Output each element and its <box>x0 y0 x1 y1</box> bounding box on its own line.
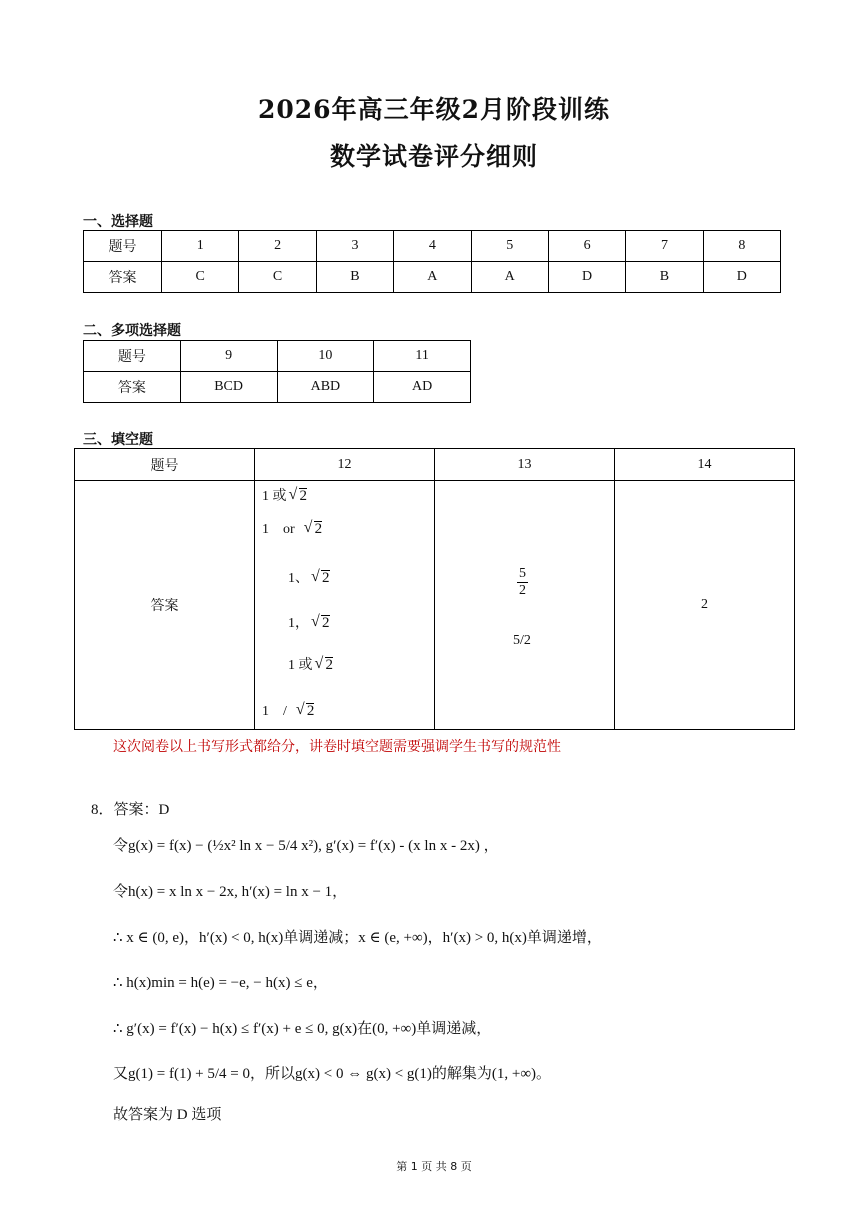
table-row <box>75 449 795 481</box>
table-cell: B <box>626 262 703 293</box>
page-footer: 第 1 页 共 8 页 <box>396 1160 472 1173</box>
solution-line-4: ∴ h(x)min = h(e) = −e, − h(x) ≤ e， <box>113 975 328 991</box>
solution-line-5: ∴ g′(x) = f′(x) − h(x) ≤ f′(x) + e ≤ 0, g(x)在(0, +∞)单调递减， <box>113 1021 492 1037</box>
table-cell: D <box>548 262 625 293</box>
table-cell: 3 <box>316 231 393 262</box>
table-cell: 答案 <box>84 372 181 403</box>
q13-inline: 5/2 <box>513 633 531 648</box>
choice-table <box>83 230 781 293</box>
q12-answer-cell <box>255 481 435 730</box>
q12-form-4: 1，√ 2 <box>288 612 330 632</box>
table-cell: ABD <box>277 372 374 403</box>
table-row <box>84 231 781 262</box>
solution-heading: 8．答案：D <box>91 802 170 818</box>
section3-heading: 三、填空题 <box>83 432 153 448</box>
table-cell: 题号 <box>84 231 162 262</box>
table-cell: 9 <box>180 341 277 372</box>
table-cell: B <box>316 262 393 293</box>
q14-answer-cell: 2 <box>615 481 795 730</box>
q12-form-2: 1 or √ 2 <box>262 521 322 538</box>
grading-note: 这次阅卷以上书写形式都给分，讲卷时填空题需要强调学生书写的规范性 <box>113 739 561 755</box>
table-row <box>84 262 781 293</box>
table-cell: BCD <box>180 372 277 403</box>
table-cell: 11 <box>374 341 471 372</box>
table-cell: 题号 <box>75 449 255 481</box>
table-cell: AD <box>374 372 471 403</box>
q13-fraction <box>517 566 528 599</box>
solution-conclusion: 故答案为 D 选项 <box>113 1107 222 1123</box>
doc-title: 2026年高三年级2月阶段训练 <box>258 95 610 124</box>
answer-label-cell: 答案 <box>75 481 255 730</box>
q13-denominator: 2 <box>519 583 526 598</box>
multi-choice-table <box>83 340 471 403</box>
table-cell: C <box>162 262 239 293</box>
q13-numerator: 5 <box>519 566 526 581</box>
table-cell: 5 <box>471 231 548 262</box>
section1-heading: 一、选择题 <box>83 214 153 230</box>
table-cell: 1 <box>162 231 239 262</box>
table-cell: A <box>394 262 471 293</box>
table-cell: 答案 <box>84 262 162 293</box>
table-cell: A <box>471 262 548 293</box>
table-cell: 4 <box>394 231 471 262</box>
q13-answer-cell <box>435 481 615 730</box>
solution-line-2: 令h(x) = x ln x − 2x, h′(x) = ln x − 1， <box>113 884 348 900</box>
fill-blank-table <box>74 448 795 730</box>
q12-form-5: 1 或√ 2 <box>288 654 333 674</box>
q12-form-3: 1、√ 2 <box>288 567 330 587</box>
table-cell: 14 <box>615 449 795 481</box>
table-row <box>84 341 471 372</box>
table-row <box>75 481 795 730</box>
solution-line-6: 又g(1) = f(1) + 5/4 = 0，所以g(x) < 0 ⇔ g(x) < g(1)的解集为(1, +∞)。 <box>113 1066 552 1082</box>
doc-subtitle: 数学试卷评分细则 <box>329 142 538 171</box>
table-cell: 题号 <box>84 341 181 372</box>
table-cell: 10 <box>277 341 374 372</box>
section2-heading: 二、多项选择题 <box>83 323 181 339</box>
table-cell: 2 <box>239 231 316 262</box>
solution-line-3: ∴ x ∈ (0, e)，h′(x) < 0, h(x)单调递减；x ∈ (e, +∞)，h′(x) > 0, h(x)单调递增， <box>113 930 602 946</box>
table-row <box>84 372 471 403</box>
table-cell: 12 <box>255 449 435 481</box>
table-cell: 6 <box>548 231 625 262</box>
solution-line-1: 令g(x) = f(x) − (½x² ln x − 5/4 x²), g′(x) = f′(x) - (x ln x - 2x) ， <box>113 838 499 854</box>
q12-form-6: 1 / √ 2 <box>262 703 314 720</box>
table-cell: D <box>703 262 780 293</box>
table-cell: C <box>239 262 316 293</box>
table-cell: 8 <box>703 231 780 262</box>
q12-form-1: 1 或√ 2 <box>262 485 307 505</box>
table-cell: 13 <box>435 449 615 481</box>
table-cell: 7 <box>626 231 703 262</box>
